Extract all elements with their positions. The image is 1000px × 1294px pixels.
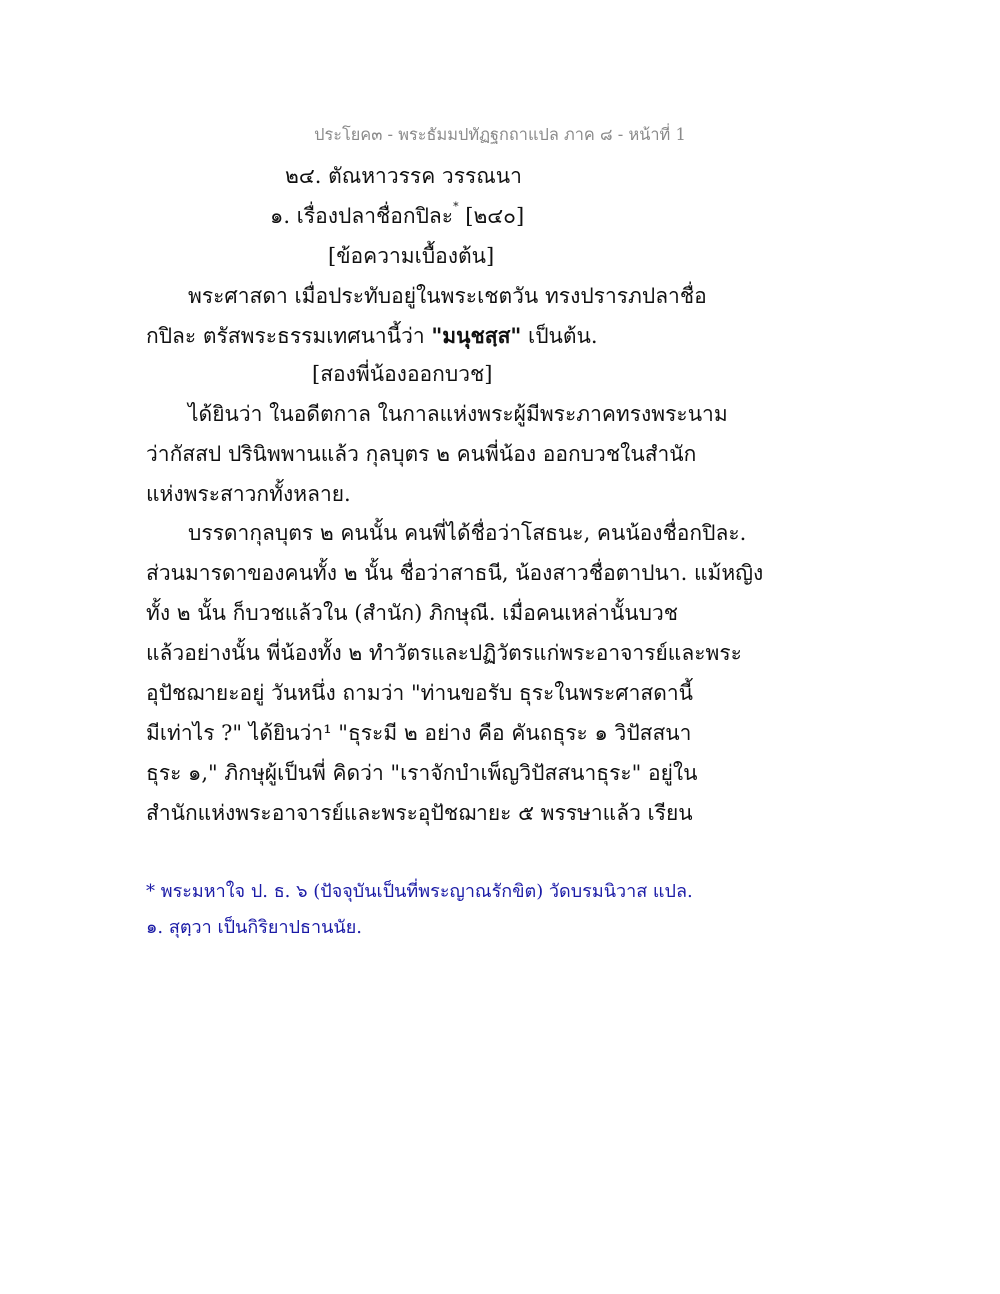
chapter-title: ๒๔. ตัณหาวรรค วรรณนา bbox=[285, 164, 522, 188]
paragraph-line: ว่ากัสสป ปรินิพพานแล้ว กุลบุตร ๒ คนพี่น้อง ออกบวชในสำนัก bbox=[146, 442, 697, 466]
story-title-reference: [๒๔๐] bbox=[465, 204, 525, 228]
paragraph-line bbox=[146, 320, 598, 353]
paragraph-text: กปิละ ตรัสพระธรรมเทศนานี้ว่า bbox=[146, 324, 425, 348]
paragraph-line: อุปัชฌายะอยู่ วันหนึ่ง ถามว่า "ท่านขอรับ ธุระในพระศาสดานี้ bbox=[146, 681, 694, 705]
pali-term: "มนุชสฺส" bbox=[431, 323, 522, 348]
story-title bbox=[270, 200, 524, 233]
paragraph-line: แล้วอย่างนั้น พี่น้องทั้ง ๒ ทำวัตรและปฏิวัตรแก่พระอาจารย์และพระ bbox=[146, 641, 742, 665]
paragraph-line: ธุระ ๑," ภิกษุผู้เป็นพี่ คิดว่า "เราจักบำเพ็ญวิปัสสนาธุระ" อยู่ใน bbox=[146, 761, 698, 785]
paragraph-line: ทั้ง ๒ นั้น ก็บวชแล้วใน (สำนัก) ภิกษุณี. เมื่อคนเหล่านั้นบวช bbox=[146, 601, 679, 625]
paragraph-text: เป็นต้น. bbox=[528, 324, 598, 348]
footnote-1: ๑. สุตฺวา เป็นกิริยาปธานนัย. bbox=[146, 917, 362, 938]
paragraph-line: แห่งพระสาวกทั้งหลาย. bbox=[146, 482, 351, 506]
paragraph-line: บรรดากุลบุตร ๒ คนนั้น คนพี่ได้ชื่อว่าโสธนะ, คนน้องชื่อกปิละ. bbox=[188, 521, 747, 545]
section-heading-two-brothers: [สองพี่น้องออกบวช] bbox=[312, 362, 493, 386]
paragraph-line: ได้ยินว่า ในอดีตกาล ในกาลแห่งพระผู้มีพระภาคทรงพระนาม bbox=[188, 402, 728, 426]
paragraph-line: มีเท่าไร ?" ได้ยินว่า¹ "ธุระมี ๒ อย่าง คือ คันถธุระ ๑ วิปัสสนา bbox=[146, 721, 692, 745]
running-header: ประโยค๓ - พระธัมมปทัฏฐกถาแปล ภาค ๘ - หน้าที่ 1 bbox=[314, 125, 686, 144]
story-title-footnote-marker: * bbox=[453, 200, 459, 213]
paragraph-line: สำนักแห่งพระอาจารย์และพระอุปัชฌายะ ๕ พรรษาแล้ว เรียน bbox=[146, 801, 693, 825]
section-heading-introduction: [ข้อความเบื้องต้น] bbox=[328, 244, 495, 268]
footnote-translator: * พระมหาใจ ป. ธ. ๖ (ปัจจุบันเป็นที่พระญาณรักขิต) วัดบรมนิวาส แปล. bbox=[146, 881, 693, 902]
story-title-text: ๑. เรื่องปลาชื่อกปิละ bbox=[270, 204, 454, 228]
paragraph-line: พระศาสดา เมื่อประทับอยู่ในพระเชตวัน ทรงปรารภปลาชื่อ bbox=[188, 284, 707, 308]
paragraph-line: ส่วนมารดาของคนทั้ง ๒ นั้น ชื่อว่าสาธนี, น้องสาวชื่อตาปนา. แม้หญิง bbox=[146, 561, 764, 585]
